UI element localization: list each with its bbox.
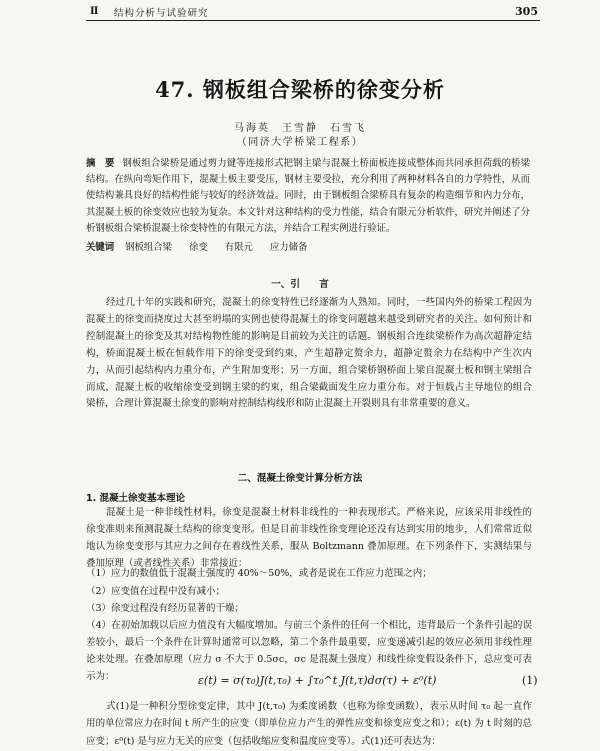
keyword: 有限元 xyxy=(224,242,253,253)
abstract-label: 摘 要 xyxy=(86,158,115,169)
keywords xyxy=(86,240,530,256)
keyword: 钢板组合梁 xyxy=(125,242,173,253)
keywords-label: 关键词 xyxy=(86,242,115,253)
abstract-text: 钢板组合梁桥是通过剪力键等连接形式把钢主梁与混凝土桥面板连接成整体而共同承担荷载的桥梁结构。在纵向弯矩作用下，混凝土板主要受压，钢材主要受拉，充分利用了两种材料各自的力学特性，从而使结构兼具良好的结构性能与较好的经济效益。同时，由于钢板组合梁桥具有复杂的构造细节和内力分布，其混凝土板的徐变效应也较为复杂。本文针对这种结构的受力性能，结合有限元分析软件，研究并阐述了分析钢板组合梁桥混凝土徐变特性的有限元方法，并结合工程实例进行验证。 xyxy=(86,158,530,234)
equation-explanation: 式(1)是一种积分型徐变定律，其中 J(t,τ₀) 为柔度函数（也称为徐变函数），表示从时间 τ₀ 起一直作用的单位常应力在时间 t 所产生的应变（即单位应力产生的弹性应变和徐变应变之和）；ε(t) 为 t 时刻的总应变；ε⁰(t) 是与应力无关的应变（包括收缩应变和温度应变等）。式(1)还可表达为： xyxy=(86,701,532,747)
page-number: 305 xyxy=(515,5,538,18)
condition-item: （1）应力的数值低于混凝土强度的 40%～50%，或者是说在工作应力范围之内； xyxy=(86,568,432,579)
header-rule xyxy=(86,20,540,21)
condition-4-continued: 与前三个条件的任何一个相比，违背最后一个条件引起的误差较小，最后一个条件在计算时通常可以忽略，第二个条件最重要，应变递减引起的效应必须用非线性理论来处理。在叠加原理（应力 σ 不大于 0.5σc，σc 是混凝土强度）和线性徐变假设条件下，总应变可表示为： xyxy=(86,620,532,682)
authors: 马海英 王雪静 石雪飞 xyxy=(234,123,366,134)
abstract xyxy=(86,156,530,237)
paper-title: 47. 钢板组合梁桥的徐变分析 xyxy=(155,77,445,102)
equation-number: (1) xyxy=(522,674,538,687)
affiliation: （同济大学桥梁工程系） xyxy=(236,137,364,148)
condition-4-text: （4）在初始加载以后应力值没有大幅度增加。 xyxy=(86,620,284,631)
condition-item: （2）应变值在过程中没有减小； xyxy=(86,586,226,597)
equation-1 xyxy=(0,674,600,698)
section-heading-intro: 一、引 言 xyxy=(271,279,329,290)
section-number: Ⅱ xyxy=(90,6,99,17)
subsection-heading: 1. 混凝土徐变基本理论 xyxy=(86,493,186,504)
section-title-header: 结构分析与试验研究 xyxy=(114,7,209,19)
condition-item: （3）徐变过程没有经历显著的干燥； xyxy=(86,603,245,614)
equation-expression: ε(t) = σ(τ₀)J(t,τ₀) + ∫τ₀^t J(t,τ)dσ(τ) + ε⁰(t) xyxy=(198,674,437,687)
keyword: 应力储备 xyxy=(269,242,308,253)
theory-paragraph: 混凝土是一种非线性材料，徐变是混凝土材料非线性的一种表现形式。严格来说，应该采用非线性的徐变准则来预测混凝土结构的徐变变形。但是目前非线性徐变理论还没有达到实用的地步，人们常常近似地认为徐变变形与其应力之间存在着线性关系，服从 Boltzmann 叠加原理。在下列条件下，实测结果与叠加原理（或者线性关系）非常接近： xyxy=(86,507,532,569)
section-heading-method: 二、混凝土徐变计算分析方法 xyxy=(237,473,363,484)
running-header xyxy=(90,4,538,19)
keyword: 徐变 xyxy=(189,242,208,253)
intro-paragraph: 经过几十年的实践和研究，混凝土的徐变特性已经逐渐为人熟知。同时，一些国内外的桥梁工程因为混凝土的徐变而挠度过大甚至坍塌的实例也使得混凝土的徐变问题越来越受到研究者的关注。如何预计和控制混凝土的徐变及其对结构物性能的影响是目前较为关注的话题。钢板组合连续梁桥作为高次超静定结构，桥面混凝土板在恒载作用下的徐变受到约束，产生超静定赘余力，超静定赘余力在结构中产生次内力，从而引起结构内力重分布，产生附加变形；另一方面，组合梁桥钢桥面上梁自混凝土板和钢主梁组合而成，混凝土板的收缩徐变受到钢主梁的约束，组合梁截面发生应力重分布。对于恒载占主导地位的组合梁桥，合理计算混凝土徐变的影响对控制结构线形和防止混凝土开裂则具有非常重要的意义。 xyxy=(86,297,532,410)
